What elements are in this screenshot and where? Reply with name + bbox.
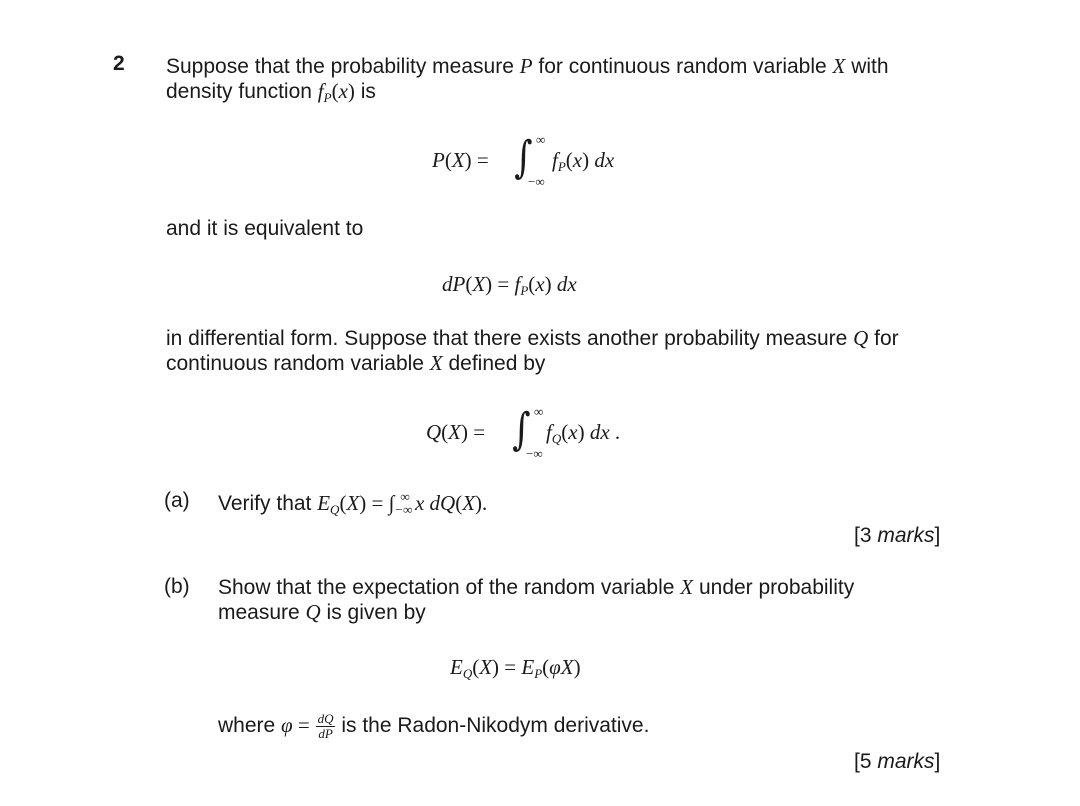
part-a-marks: [3 marks]: [854, 524, 941, 547]
part-b-line-1: Show that the expectation of the random variable X under probability: [218, 575, 855, 599]
intro-line-1: Suppose that the probability measure P for continuous random variable X with: [166, 54, 889, 78]
part-b-label: (b): [164, 575, 190, 598]
part-b-line-2: measure Q is given by: [218, 600, 426, 624]
differential-line-1: in differential form. Suppose that there exists another probability measure Q for: [166, 326, 899, 350]
differential-line-2: continuous random variable X defined by: [166, 351, 546, 375]
part-a-label: (a): [164, 489, 190, 512]
equivalent-text: and it is equivalent to: [166, 217, 364, 240]
part-b-where: where φ = $\frac{dQ}{dP}$ is the Radon-Nikodym derivative.: [218, 711, 650, 741]
part-a-text: Verify that $E_Q(X) = \int_{-\infty}^\infty$ x dQ(X).: [218, 489, 488, 517]
equation-P: P(X) = ∫ ∞ −∞ $f_P(x)$ dx: [432, 132, 615, 189]
equation-dP: $dP(X) = f_P(x)$ dx: [442, 272, 577, 298]
part-b-equation: $E_Q(X) = E_P(\varphi X)$: [450, 655, 581, 681]
part-b-marks: [5 marks]: [854, 750, 941, 773]
question-number: 2: [113, 52, 125, 75]
intro-line-2: density function $f_P(x)$ is: [166, 79, 376, 105]
equation-Q: Q(X) = ∫ ∞ −∞ $f_Q(x)$ dx .: [426, 404, 621, 461]
